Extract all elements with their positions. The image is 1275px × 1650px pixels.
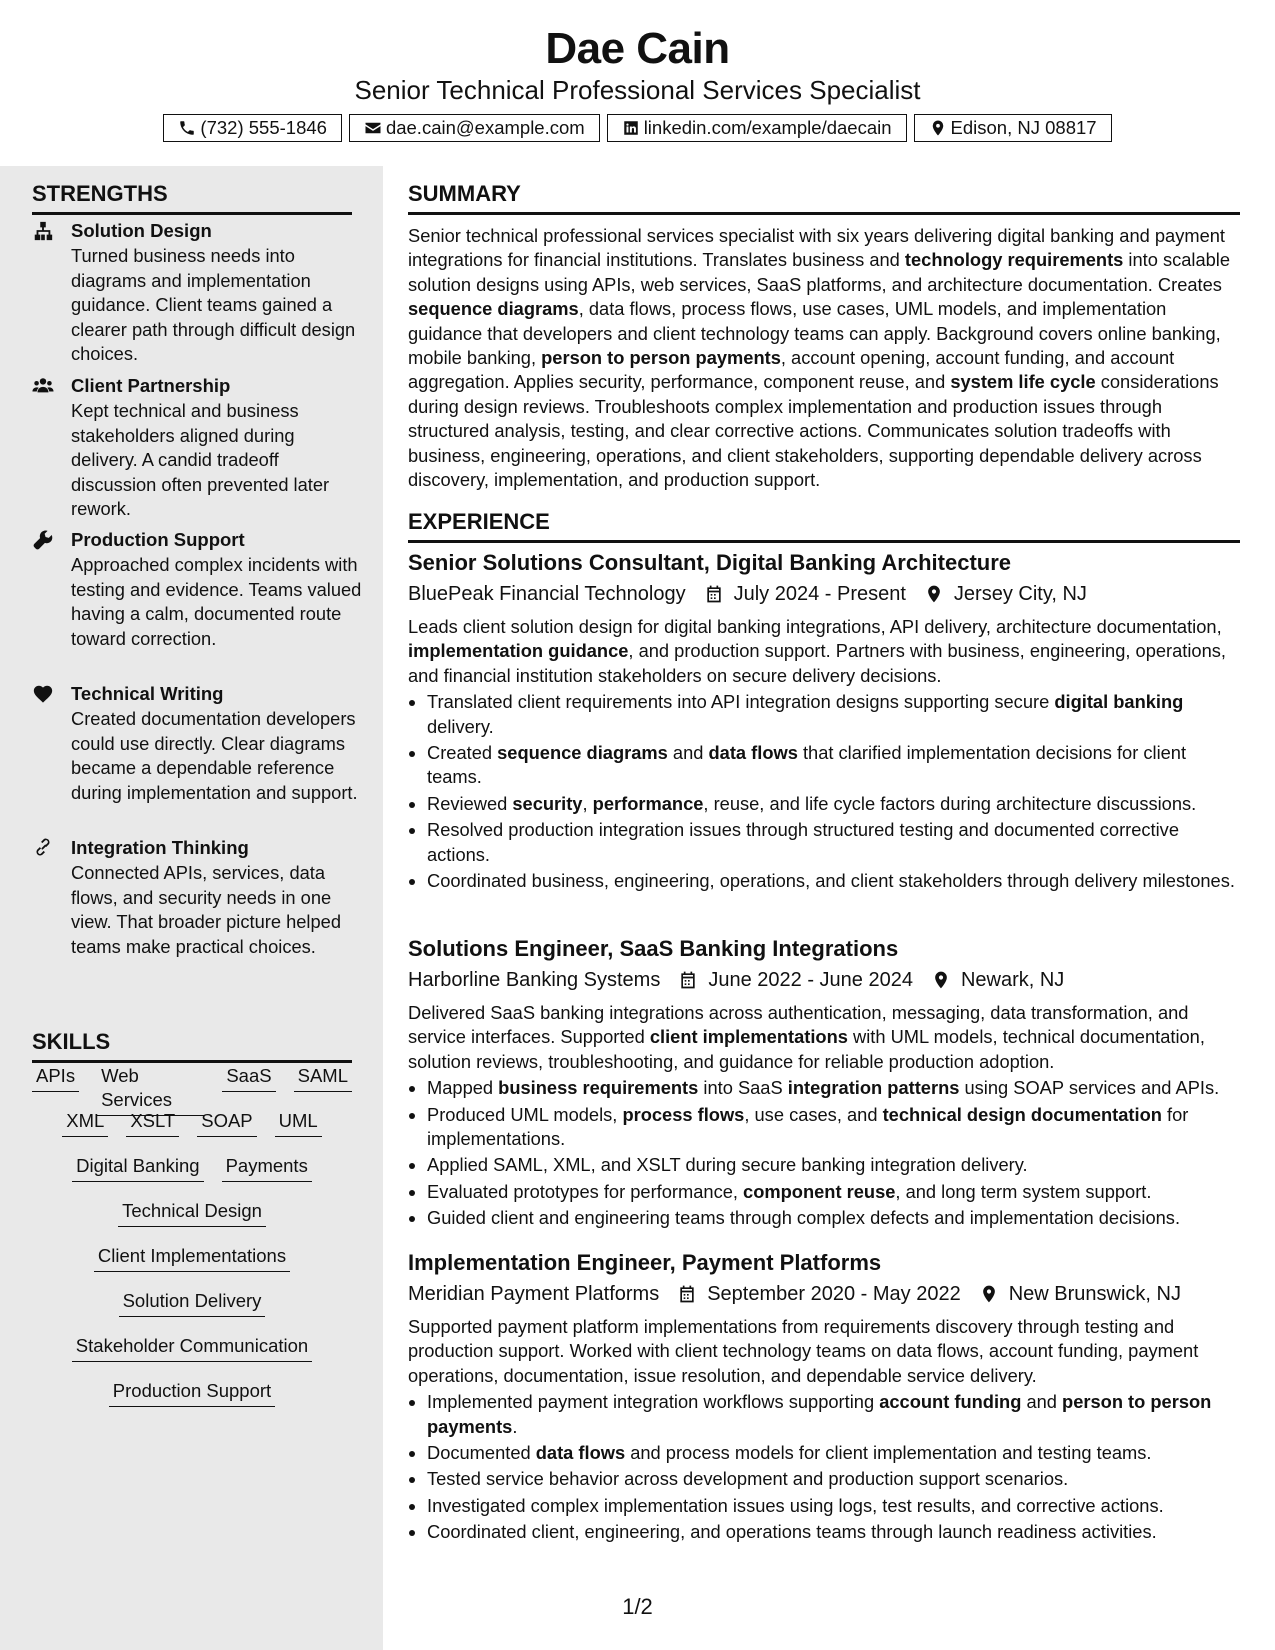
calendar-icon	[677, 1284, 697, 1304]
summary-text: Senior technical professional services specialist with six years delivering digital banking and payment integrations for financial institutions. Translates business and technology requirements into scalable solution designs using APIs, web services, SaaS platforms, and architecture documentation. Creates sequence diagrams, data flows, process flows, use cases, UML models, and implementation guidance that developers and client technology teams can apply. Background covers online banking, mobile banking, person to person payments, account opening, account funding, and account aggregation. Applies security, performance, component reuse, and system life cycle considerations during design reviews. Troubleshoots complex implementation and production issues through structured analysis, testing, and clear corrective actions. Communicates solution tradeoffs with business, engineering, operations, and client stakeholders, supporting dependable delivery across discovery, implementation, and production support.	[408, 225, 1231, 491]
map-pin-icon	[924, 584, 944, 604]
job-description: Leads client solution design for digital banking integrations, API delivery, architecture documentation, implementation guidance, and production support. Partners with business, engineering, operations, and financial institution stakeholders on secure delivery decisions.	[408, 616, 1226, 686]
bullet-item: • Reviewed security, performance, reuse, and life cycle factors during architecture discussions.	[427, 792, 1240, 816]
candidate-title: Senior Technical Professional Services Specialist	[354, 75, 921, 105]
strength-title: Integration Thinking	[71, 837, 249, 858]
job-title: Solutions Engineer, SaaS Banking Integrations	[408, 936, 899, 961]
strength-title: Technical Writing	[71, 683, 224, 704]
job-meta	[408, 579, 1240, 609]
job-location: New Brunswick, NJ	[1008, 1283, 1181, 1305]
bullet-item: • Implemented payment integration workflows supporting account funding and person to person payments.	[427, 1390, 1240, 1439]
job-bullets	[408, 1390, 1240, 1544]
skill-tag: Solution Delivery	[119, 1289, 266, 1317]
contact-email[interactable]	[349, 114, 600, 142]
page-indicator: 1/2	[622, 1594, 653, 1619]
job-meta	[408, 965, 1240, 995]
experience-heading: EXPERIENCE	[408, 508, 1240, 543]
link-icon	[32, 837, 54, 859]
experience-entry	[408, 1248, 1240, 1547]
job-description: Supported payment platform implementations from requirements discovery through testing and production support. Worked with client technology teams on data flows, account funding, payment operations, documentation, issue resolution, and dependable service delivery.	[408, 1316, 1199, 1386]
contact-location-text: Edison, NJ 08817	[950, 117, 1097, 138]
strength-title: Solution Design	[71, 220, 212, 241]
users-icon	[32, 375, 54, 397]
skill-tag: Client Implementations	[94, 1244, 290, 1272]
bullet-item: • Coordinated client, engineering, and operations teams through launch readiness activities.	[427, 1520, 1240, 1544]
summary-heading: SUMMARY	[408, 180, 1240, 215]
linkedin-icon	[622, 119, 640, 137]
experience-entry	[408, 548, 1240, 895]
strength-item	[32, 373, 362, 522]
job-location: Newark, NJ	[960, 969, 1065, 991]
job-dates: September 2020 - May 2022	[707, 1283, 961, 1305]
strength-item	[32, 835, 362, 959]
strength-title: Production Support	[71, 529, 245, 550]
strength-item	[32, 527, 362, 651]
skill-tag: Production Support	[109, 1379, 275, 1407]
job-company: BluePeak Financial Technology	[408, 583, 686, 605]
strength-description: Connected APIs, services, data flows, and security needs in one view. That broader picture helped teams make practical choices.	[71, 862, 341, 957]
skill-tag: SaaS	[222, 1064, 275, 1092]
skill-tag: UML	[275, 1109, 322, 1137]
experience-entry	[408, 934, 1240, 1233]
experience-section	[408, 508, 1240, 543]
job-description: Delivered SaaS banking integrations across authentication, messaging, data transformation, and service interfaces. Supported client implementations with UML models, technical documentation, solution reviews, troubleshooting, and guidance for reliable production adoption.	[408, 1002, 1205, 1072]
strength-item	[32, 681, 362, 805]
wrench-icon	[32, 529, 54, 551]
contact-linkedin-text: linkedin.com/example/daecain	[643, 117, 892, 138]
skill-tag: APIs	[32, 1064, 79, 1092]
skill-tag: SOAP	[197, 1109, 256, 1137]
phone-icon	[178, 119, 196, 137]
map-pin-icon	[979, 1284, 999, 1304]
map-pin-icon	[931, 970, 951, 990]
bullet-item: • Documented data flows and process models for client implementation and testing teams.	[427, 1441, 1240, 1465]
bullet-item: • Translated client requirements into API integration designs supporting secure digital banking delivery.	[427, 690, 1240, 739]
job-title: Implementation Engineer, Payment Platforms	[408, 1250, 882, 1275]
calendar-icon	[678, 970, 698, 990]
strength-description: Turned business needs into diagrams and implementation guidance. Client teams gained a clearer path through difficult design choices.	[71, 245, 356, 364]
contact-linkedin[interactable]	[607, 114, 907, 142]
bullet-item: • Tested service behavior across development and production support scenarios.	[427, 1467, 1240, 1491]
strength-item	[32, 218, 362, 367]
bullet-item: • Coordinated business, engineering, operations, and client stakeholders through delivery milestones.	[427, 869, 1240, 893]
skills-heading: SKILLS	[32, 1028, 352, 1063]
strength-description: Kept technical and business stakeholders aligned during delivery. A candid tradeoff discussion often prevented later rework.	[71, 400, 330, 519]
job-company: Meridian Payment Platforms	[408, 1283, 660, 1305]
skill-tag: Digital Banking	[72, 1154, 203, 1182]
job-bullets	[408, 690, 1240, 893]
job-company: Harborline Banking Systems	[408, 969, 661, 991]
skill-tag: SAML	[294, 1064, 352, 1092]
heart-icon	[32, 683, 54, 705]
job-meta	[408, 1279, 1240, 1309]
skill-tag: Web Services	[97, 1064, 204, 1116]
bullet-item: • Investigated complex implementation issues using logs, test results, and corrective actions.	[427, 1494, 1240, 1518]
sitemap-icon	[32, 220, 54, 242]
bullet-item: • Evaluated prototypes for performance, component reuse, and long term system support.	[427, 1180, 1240, 1204]
skill-tag: Stakeholder Communication	[72, 1334, 312, 1362]
sidebar	[0, 166, 383, 1650]
strengths-heading: STRENGTHS	[32, 180, 352, 215]
calendar-icon	[704, 584, 724, 604]
strength-description: Created documentation developers could use directly. Clear diagrams became a dependable reference during implementation and support.	[71, 708, 358, 803]
bullet-item: • Applied SAML, XML, and XSLT during secure banking integration delivery.	[427, 1153, 1240, 1177]
skill-tag: Technical Design	[118, 1199, 266, 1227]
skills-list	[32, 1064, 352, 1424]
summary-section	[408, 180, 1240, 492]
contact-location	[914, 114, 1112, 142]
skill-tag: XML	[62, 1109, 108, 1137]
skill-tag: Payments	[222, 1154, 312, 1182]
bullet-item: • Produced UML models, process flows, use cases, and technical design documentation for implementations.	[427, 1103, 1240, 1152]
candidate-name: Dae Cain	[545, 24, 730, 73]
job-bullets	[408, 1076, 1240, 1230]
bullet-item: • Mapped business requirements into SaaS integration patterns using SOAP services and APIs.	[427, 1076, 1240, 1100]
contact-bar	[0, 114, 1275, 142]
strength-description: Approached complex incidents with testing and evidence. Teams valued having a calm, documented route toward correction.	[71, 554, 362, 649]
envelope-icon	[364, 119, 382, 137]
bullet-item: • Created sequence diagrams and data flows that clarified implementation decisions for client teams.	[427, 741, 1240, 790]
contact-phone-text: (732) 555-1846	[200, 117, 327, 138]
job-location: Jersey City, NJ	[953, 583, 1087, 605]
resume-header	[0, 0, 1275, 166]
contact-phone[interactable]	[163, 114, 342, 142]
map-pin-icon	[929, 119, 947, 137]
job-dates: June 2022 - June 2024	[708, 969, 913, 991]
strength-title: Client Partnership	[71, 375, 231, 396]
bullet-item: • Guided client and engineering teams through complex defects and implementation decisions.	[427, 1206, 1240, 1230]
bullet-item: • Resolved production integration issues through structured testing and documented corrective actions.	[427, 818, 1240, 867]
skill-tag: XSLT	[126, 1109, 179, 1137]
contact-email-text: dae.cain@example.com	[385, 117, 585, 138]
job-dates: July 2024 - Present	[733, 583, 906, 605]
job-title: Senior Solutions Consultant, Digital Banking Architecture	[408, 550, 1012, 575]
